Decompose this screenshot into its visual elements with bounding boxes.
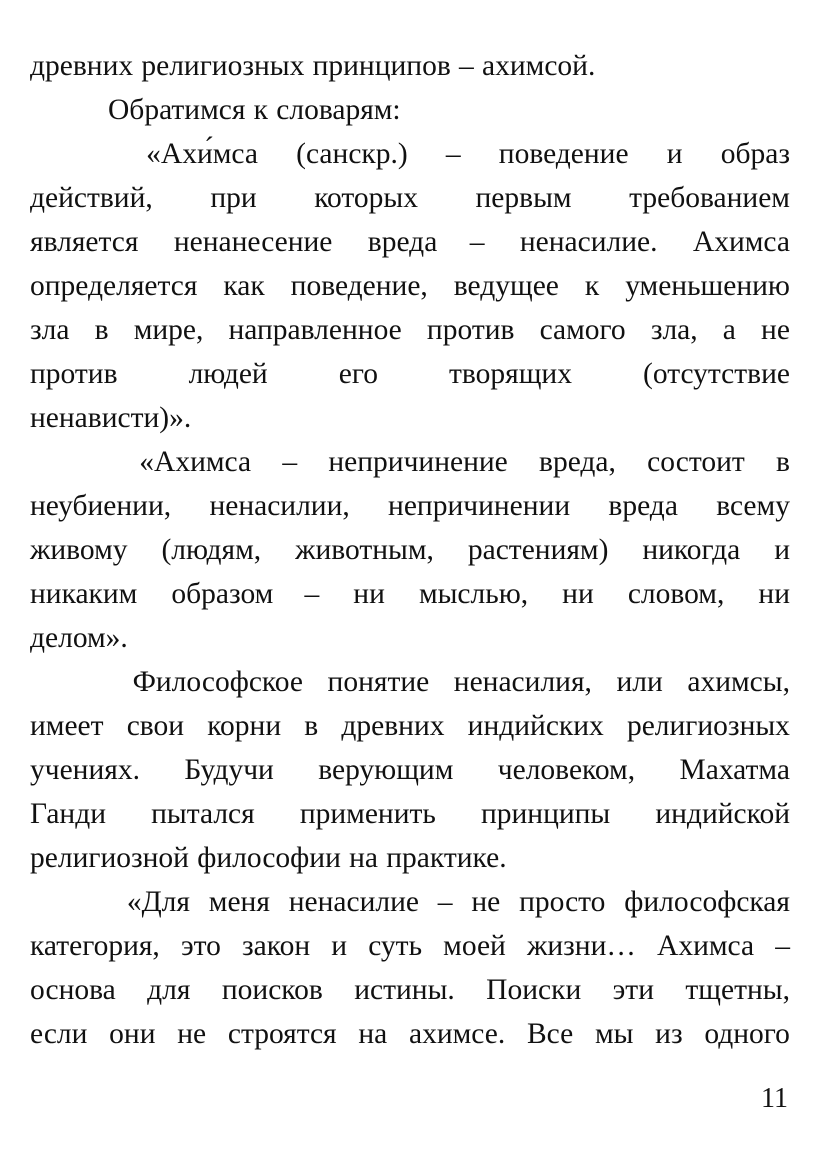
first-line-indent <box>30 880 108 924</box>
word: ни <box>353 578 385 610</box>
word: просто <box>519 886 606 918</box>
word: моей <box>443 930 506 962</box>
word: пытался <box>151 798 255 830</box>
word: «Ахи́мса <box>146 138 258 170</box>
word: они <box>109 1018 156 1050</box>
word: на <box>349 842 378 874</box>
word: одного <box>704 1018 790 1050</box>
word: практике. <box>386 842 507 874</box>
text-line <box>30 44 790 88</box>
word: в <box>304 710 319 742</box>
text-line <box>30 880 790 924</box>
word: требованием <box>629 182 790 214</box>
first-line-indent <box>30 132 108 176</box>
word: Обратимся <box>108 94 246 126</box>
word: Будучи <box>184 754 274 786</box>
word: вреда <box>367 226 438 258</box>
word: верующим <box>318 754 454 786</box>
word: свои <box>126 710 185 742</box>
text-line <box>30 660 790 704</box>
word: действий, <box>30 182 153 214</box>
word: ни <box>562 578 594 610</box>
paragraph <box>30 660 790 880</box>
word: и <box>331 930 348 962</box>
paragraph <box>30 132 790 440</box>
word: древних <box>341 710 445 742</box>
first-line-indent <box>30 440 108 484</box>
word: мы <box>594 1018 634 1050</box>
word: не <box>471 886 501 918</box>
word: – <box>775 930 790 962</box>
word: Все <box>526 1018 574 1050</box>
word: людей <box>188 358 268 390</box>
word: как <box>223 270 265 302</box>
word: учениях. <box>30 754 140 786</box>
page-number: 11 <box>761 1083 788 1114</box>
text-line <box>30 704 790 748</box>
word: словарям: <box>276 94 401 126</box>
text-line <box>30 220 790 264</box>
word: ненависти)». <box>30 402 192 434</box>
word: истины. <box>354 974 455 1006</box>
word: непричинении <box>388 490 571 522</box>
word: его <box>338 358 378 390</box>
text-line <box>30 616 790 660</box>
word: поведение, <box>290 270 428 302</box>
word: понятие <box>327 666 430 698</box>
word: состоит <box>647 446 745 478</box>
word: ахимсе. <box>409 1018 506 1050</box>
word: или <box>616 666 663 698</box>
text-line <box>30 968 790 1012</box>
word: зла <box>30 314 70 346</box>
text-line <box>30 396 790 440</box>
word: всему <box>716 490 790 522</box>
word: в <box>776 446 790 478</box>
text-line <box>30 924 790 968</box>
word: – <box>282 446 298 478</box>
word: которых <box>314 182 418 214</box>
paragraph <box>30 88 790 132</box>
word: вреда, <box>539 446 616 478</box>
text-line <box>30 572 790 616</box>
word: ни <box>758 578 790 610</box>
word: направленное <box>228 314 402 346</box>
word: индийских <box>467 710 604 742</box>
page-text-body <box>30 44 790 1056</box>
first-line-indent <box>30 660 108 704</box>
word: никаким <box>30 578 138 610</box>
text-line <box>30 352 790 396</box>
word: вреда <box>608 490 678 522</box>
word: зла, <box>650 314 698 346</box>
word: если <box>30 1018 88 1050</box>
word: принципов <box>312 50 451 82</box>
word: ненасилие <box>288 886 419 918</box>
word: закон <box>242 930 311 962</box>
word: к <box>584 270 600 302</box>
word: мыслью, <box>418 578 529 610</box>
word: религиозных <box>141 50 305 82</box>
word: против <box>30 358 118 390</box>
word: поисков <box>221 974 323 1006</box>
word: непричинение <box>328 446 508 478</box>
word: словом, <box>627 578 725 610</box>
text-line <box>30 308 790 352</box>
word: никогда <box>642 534 741 566</box>
word: для <box>147 974 191 1006</box>
word: растениям) <box>467 534 609 566</box>
first-line-indent <box>30 88 108 132</box>
word: – <box>459 50 474 82</box>
word: и <box>666 138 683 170</box>
word: не <box>761 314 790 346</box>
word: индийской <box>655 798 790 830</box>
word: (людям, <box>161 534 262 566</box>
paragraph <box>30 880 790 1056</box>
word: человеком, <box>497 754 636 786</box>
word: определяется <box>30 270 198 302</box>
word: Философское <box>132 666 303 698</box>
text-line <box>30 88 790 132</box>
word: корни <box>207 710 282 742</box>
word: ненанесение <box>173 226 333 258</box>
text-line <box>30 748 790 792</box>
word: мире, <box>133 314 204 346</box>
word: при <box>210 182 257 214</box>
text-line <box>30 836 790 880</box>
paragraph <box>30 440 790 660</box>
word: против <box>426 314 515 346</box>
word: жизни… <box>526 930 636 962</box>
word: является <box>30 226 139 258</box>
word: это <box>180 930 221 962</box>
word: живому <box>30 534 128 566</box>
word: самого <box>539 314 626 346</box>
word: категория, <box>30 930 160 962</box>
word: эти <box>612 974 654 1006</box>
word: принципы <box>480 798 611 830</box>
text-line <box>30 792 790 836</box>
text-line <box>30 1012 790 1056</box>
word: делом». <box>30 622 128 654</box>
word: ведущее <box>453 270 559 302</box>
word: ненасилии, <box>209 490 350 522</box>
word: образом <box>171 578 274 610</box>
text-line <box>30 528 790 572</box>
word: строятся <box>227 1018 337 1050</box>
text-line <box>30 176 790 220</box>
word: Ганди <box>30 798 106 830</box>
word: суть <box>368 930 423 962</box>
word: Поиски <box>486 974 582 1006</box>
word: – <box>437 886 453 918</box>
word: философская <box>624 886 790 918</box>
text-line <box>30 132 790 176</box>
word: ненасилие. <box>519 226 658 258</box>
word: образ <box>720 138 790 170</box>
word: основа <box>30 974 116 1006</box>
text-line <box>30 484 790 528</box>
word: к <box>253 94 268 126</box>
word: в <box>94 314 109 346</box>
word: и <box>774 534 790 566</box>
text-line <box>30 264 790 308</box>
word: применить <box>299 798 436 830</box>
word: ахимсой. <box>482 50 596 82</box>
word: из <box>655 1018 683 1050</box>
word: животным, <box>295 534 434 566</box>
word: имеет <box>30 710 104 742</box>
word: религиозной <box>30 842 189 874</box>
word: тщетны, <box>685 974 790 1006</box>
word: не <box>177 1018 207 1050</box>
word: ахимсы, <box>687 666 790 698</box>
word: уменьшению <box>625 270 790 302</box>
word: – <box>445 138 461 170</box>
word: Ахимса <box>692 226 790 258</box>
word: «Для <box>126 886 190 918</box>
word: философии <box>197 842 341 874</box>
text-line <box>30 440 790 484</box>
word: а <box>722 314 736 346</box>
word: – <box>469 226 485 258</box>
word: «Ахимса <box>139 446 252 478</box>
word: Махатма <box>679 754 790 786</box>
word: меня <box>208 886 270 918</box>
word: творящих <box>449 358 572 390</box>
word: религиозных <box>626 710 790 742</box>
word: древних <box>30 50 134 82</box>
word: первым <box>475 182 572 214</box>
word: (отсутствие <box>643 358 790 390</box>
word: неубиении, <box>30 490 172 522</box>
word: (санскр.) <box>296 138 408 170</box>
paragraph <box>30 44 790 88</box>
word: Ахимса <box>657 930 755 962</box>
word: на <box>358 1018 388 1050</box>
word: – <box>304 578 320 610</box>
word: ненасилия, <box>453 666 592 698</box>
word: поведение <box>498 138 629 170</box>
